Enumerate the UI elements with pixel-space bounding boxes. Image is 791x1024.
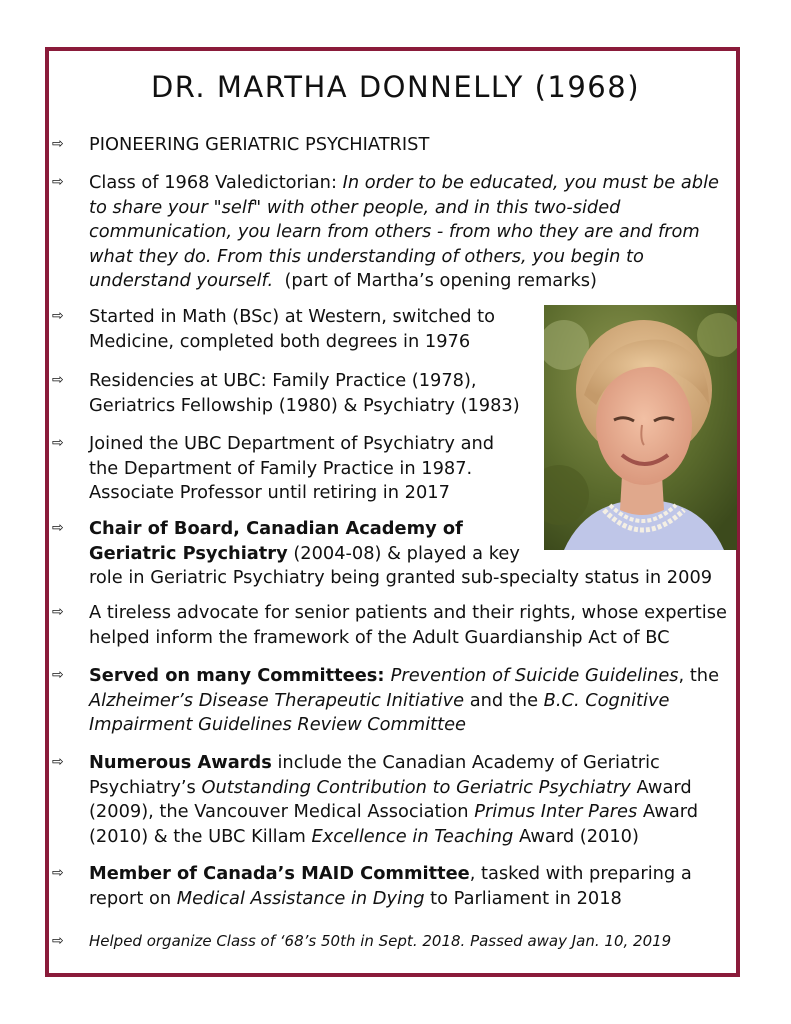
- bullet-text: [89, 601, 727, 650]
- italic-text: Prevention of Suicide Guidelines: [390, 665, 679, 686]
- text-line: role in Geriatric Psychiatry being granted sub-specialty status in 2009: [89, 567, 713, 588]
- italic-text: Alzheimer’s Disease Therapeutic Initiative: [89, 689, 465, 711]
- text-run: (2009), the Vancouver Medical Association: [89, 801, 475, 822]
- text-run: include the Canadian Academy of Geriatric: [271, 752, 660, 773]
- bullet-text: [89, 171, 719, 294]
- text-run: and the: [464, 689, 544, 711]
- arrow-icon: ⇨: [52, 667, 64, 683]
- bullet-text: [89, 369, 520, 418]
- valedictorian-lead: Class of 1968 Valedictorian:: [89, 172, 343, 193]
- text-run: , tasked with preparing a: [469, 863, 692, 884]
- text-line: Geriatrics Fellowship (1980) & Psychiatry (1983): [89, 394, 520, 416]
- bullet-text: [89, 305, 495, 354]
- quote-line: understand yourself.: [89, 270, 274, 291]
- arrow-icon: ⇨: [52, 308, 64, 324]
- bullet-text: [89, 432, 494, 506]
- arrow-icon: ⇨: [52, 435, 64, 451]
- text-run: Award: [637, 801, 699, 822]
- text-line: Associate Professor until retiring in 2017: [89, 482, 450, 503]
- quote-line: communication, you learn from others - from who they are and from: [89, 221, 700, 242]
- italic-text: B.C. Cognitive: [543, 689, 670, 711]
- arrow-icon: ⇨: [52, 520, 64, 536]
- bold-text: Member of Canada’s MAID Committee: [89, 863, 470, 884]
- italic-text: Impairment Guidelines Review Committee: [89, 714, 466, 735]
- text-run: to Parliament in 2018: [424, 887, 622, 909]
- italic-text: Excellence in Teaching: [311, 825, 514, 847]
- bullet-text: PIONEERING GERIATRIC PSYCHIATRIST: [89, 134, 430, 155]
- text-run: (2010) & the UBC Killam: [89, 825, 312, 847]
- bullet-text: Helped organize Class of ‘68’s 50th in Sept. 2018. Passed away Jan. 10, 2019: [89, 932, 672, 950]
- bold-text: Served on many Committees:: [89, 665, 391, 686]
- quote-line: In order to be educated, you must be able: [342, 172, 719, 193]
- text-line: Started in Math (BSc) at Western, switched to: [89, 306, 496, 327]
- text-line: Residencies at UBC: Family Practice (1978),: [89, 370, 477, 391]
- text-run: (2004-08) & played a key: [287, 542, 520, 564]
- bold-text: Numerous Awards: [89, 752, 272, 773]
- arrow-icon: ⇨: [52, 865, 64, 881]
- text-line: Medicine, completed both degrees in 1976: [89, 330, 471, 352]
- italic-text: Primus Inter Pares: [474, 801, 638, 822]
- arrow-icon: ⇨: [52, 174, 64, 190]
- quote-attribution: (part of Martha’s opening remarks): [273, 270, 597, 291]
- text-run: report on: [89, 887, 177, 909]
- arrow-icon: ⇨: [52, 136, 64, 152]
- text-line: Joined the UBC Department of Psychiatry and: [89, 433, 495, 454]
- text-run: Psychiatry’s: [89, 776, 202, 798]
- bullet-text: [89, 862, 692, 911]
- arrow-icon: ⇨: [52, 372, 64, 388]
- text-run: Award (2010): [513, 825, 639, 847]
- bold-text: Geriatric Psychiatry: [89, 542, 288, 564]
- bullet-text: [89, 664, 719, 738]
- page-title: DR. MARTHA DONNELLY (1968): [150, 70, 641, 104]
- text-line: Chair of Board, Canadian Academy of: [89, 518, 463, 539]
- italic-text: Outstanding Contribution to Geriatric Psychiatry: [201, 776, 631, 798]
- text-run: Award: [630, 776, 692, 798]
- arrow-icon: ⇨: [52, 933, 64, 949]
- portrait-illustration: [544, 305, 737, 550]
- italic-text: Medical Assistance in Dying: [176, 887, 425, 909]
- arrow-icon: ⇨: [52, 604, 64, 620]
- arrow-icon: ⇨: [52, 754, 64, 770]
- text-line: the Department of Family Practice in 1987.: [89, 457, 473, 479]
- bullet-text: [89, 751, 698, 849]
- quote-line: to share your "self" with other people, and in this two-sided: [89, 196, 621, 218]
- portrait-photo: [544, 305, 737, 550]
- text-line: A tireless advocate for senior patients and their rights, whose expertise: [89, 602, 727, 623]
- text-run: , the: [678, 665, 720, 686]
- quote-line: what they do. From this understanding of others, you begin to: [89, 245, 644, 267]
- text-line: helped inform the framework of the Adult Guardianship Act of BC: [89, 626, 670, 648]
